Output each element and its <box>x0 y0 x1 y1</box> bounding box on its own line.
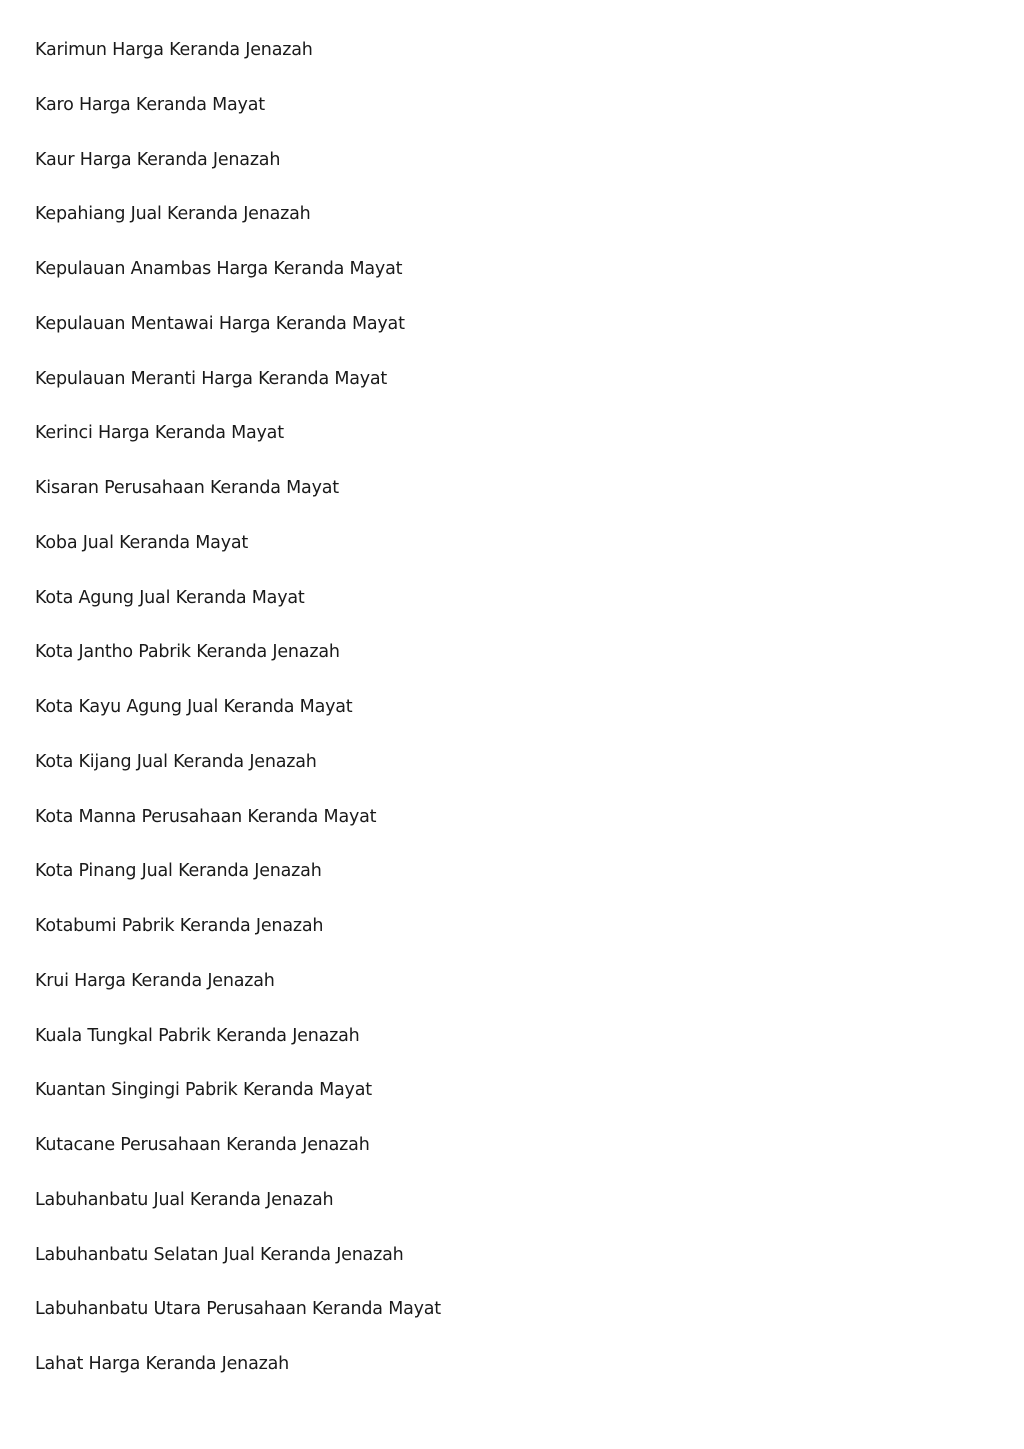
list-item: Karimun Harga Keranda Jenazah <box>35 40 313 60</box>
list-item: Koba Jual Keranda Mayat <box>35 532 249 553</box>
list-item: Kepulauan Mentawai Harga Keranda Mayat <box>35 313 405 334</box>
list-item: Kerinci Harga Keranda Mayat <box>35 423 284 444</box>
list-item: Kota Kijang Jual Keranda Jenazah <box>35 751 317 772</box>
list-item: Kuala Tungkal Pabrik Keranda Jenazah <box>35 1025 360 1046</box>
list-item: Kepulauan Anambas Harga Keranda Mayat <box>35 259 403 279</box>
list-item: Kota Agung Jual Keranda Mayat <box>35 587 305 608</box>
list-item: Krui Harga Keranda Jenazah <box>35 970 275 991</box>
list-item: Labuhanbatu Selatan Jual Keranda Jenazah <box>35 1244 404 1265</box>
list-item: Kisaran Perusahaan Keranda Mayat <box>35 478 339 498</box>
list-item: Karo Harga Keranda Mayat <box>35 94 265 115</box>
list-item: Kota Jantho Pabrik Keranda Jenazah <box>35 642 340 663</box>
entry-list <box>35 36 441 1405</box>
list-item: Kuantan Singingi Pabrik Keranda Mayat <box>35 1080 372 1101</box>
list-item: Labuhanbatu Jual Keranda Jenazah <box>35 1189 334 1210</box>
list-item: Kaur Harga Keranda Jenazah <box>35 149 281 170</box>
list-item: Kota Kayu Agung Jual Keranda Mayat <box>35 697 353 717</box>
list-item: Kutacane Perusahaan Keranda Jenazah <box>35 1135 370 1155</box>
list-item: Kepahiang Jual Keranda Jenazah <box>35 204 311 225</box>
list-item: Kota Manna Perusahaan Keranda Mayat <box>35 806 377 827</box>
list-item: Kepulauan Meranti Harga Keranda Mayat <box>35 368 388 389</box>
list-item: Lahat Harga Keranda Jenazah <box>35 1354 289 1374</box>
list-item: Kota Pinang Jual Keranda Jenazah <box>35 861 322 882</box>
list-item: Kotabumi Pabrik Keranda Jenazah <box>35 916 324 936</box>
list-item: Labuhanbatu Utara Perusahaan Keranda Mayat <box>35 1299 441 1320</box>
